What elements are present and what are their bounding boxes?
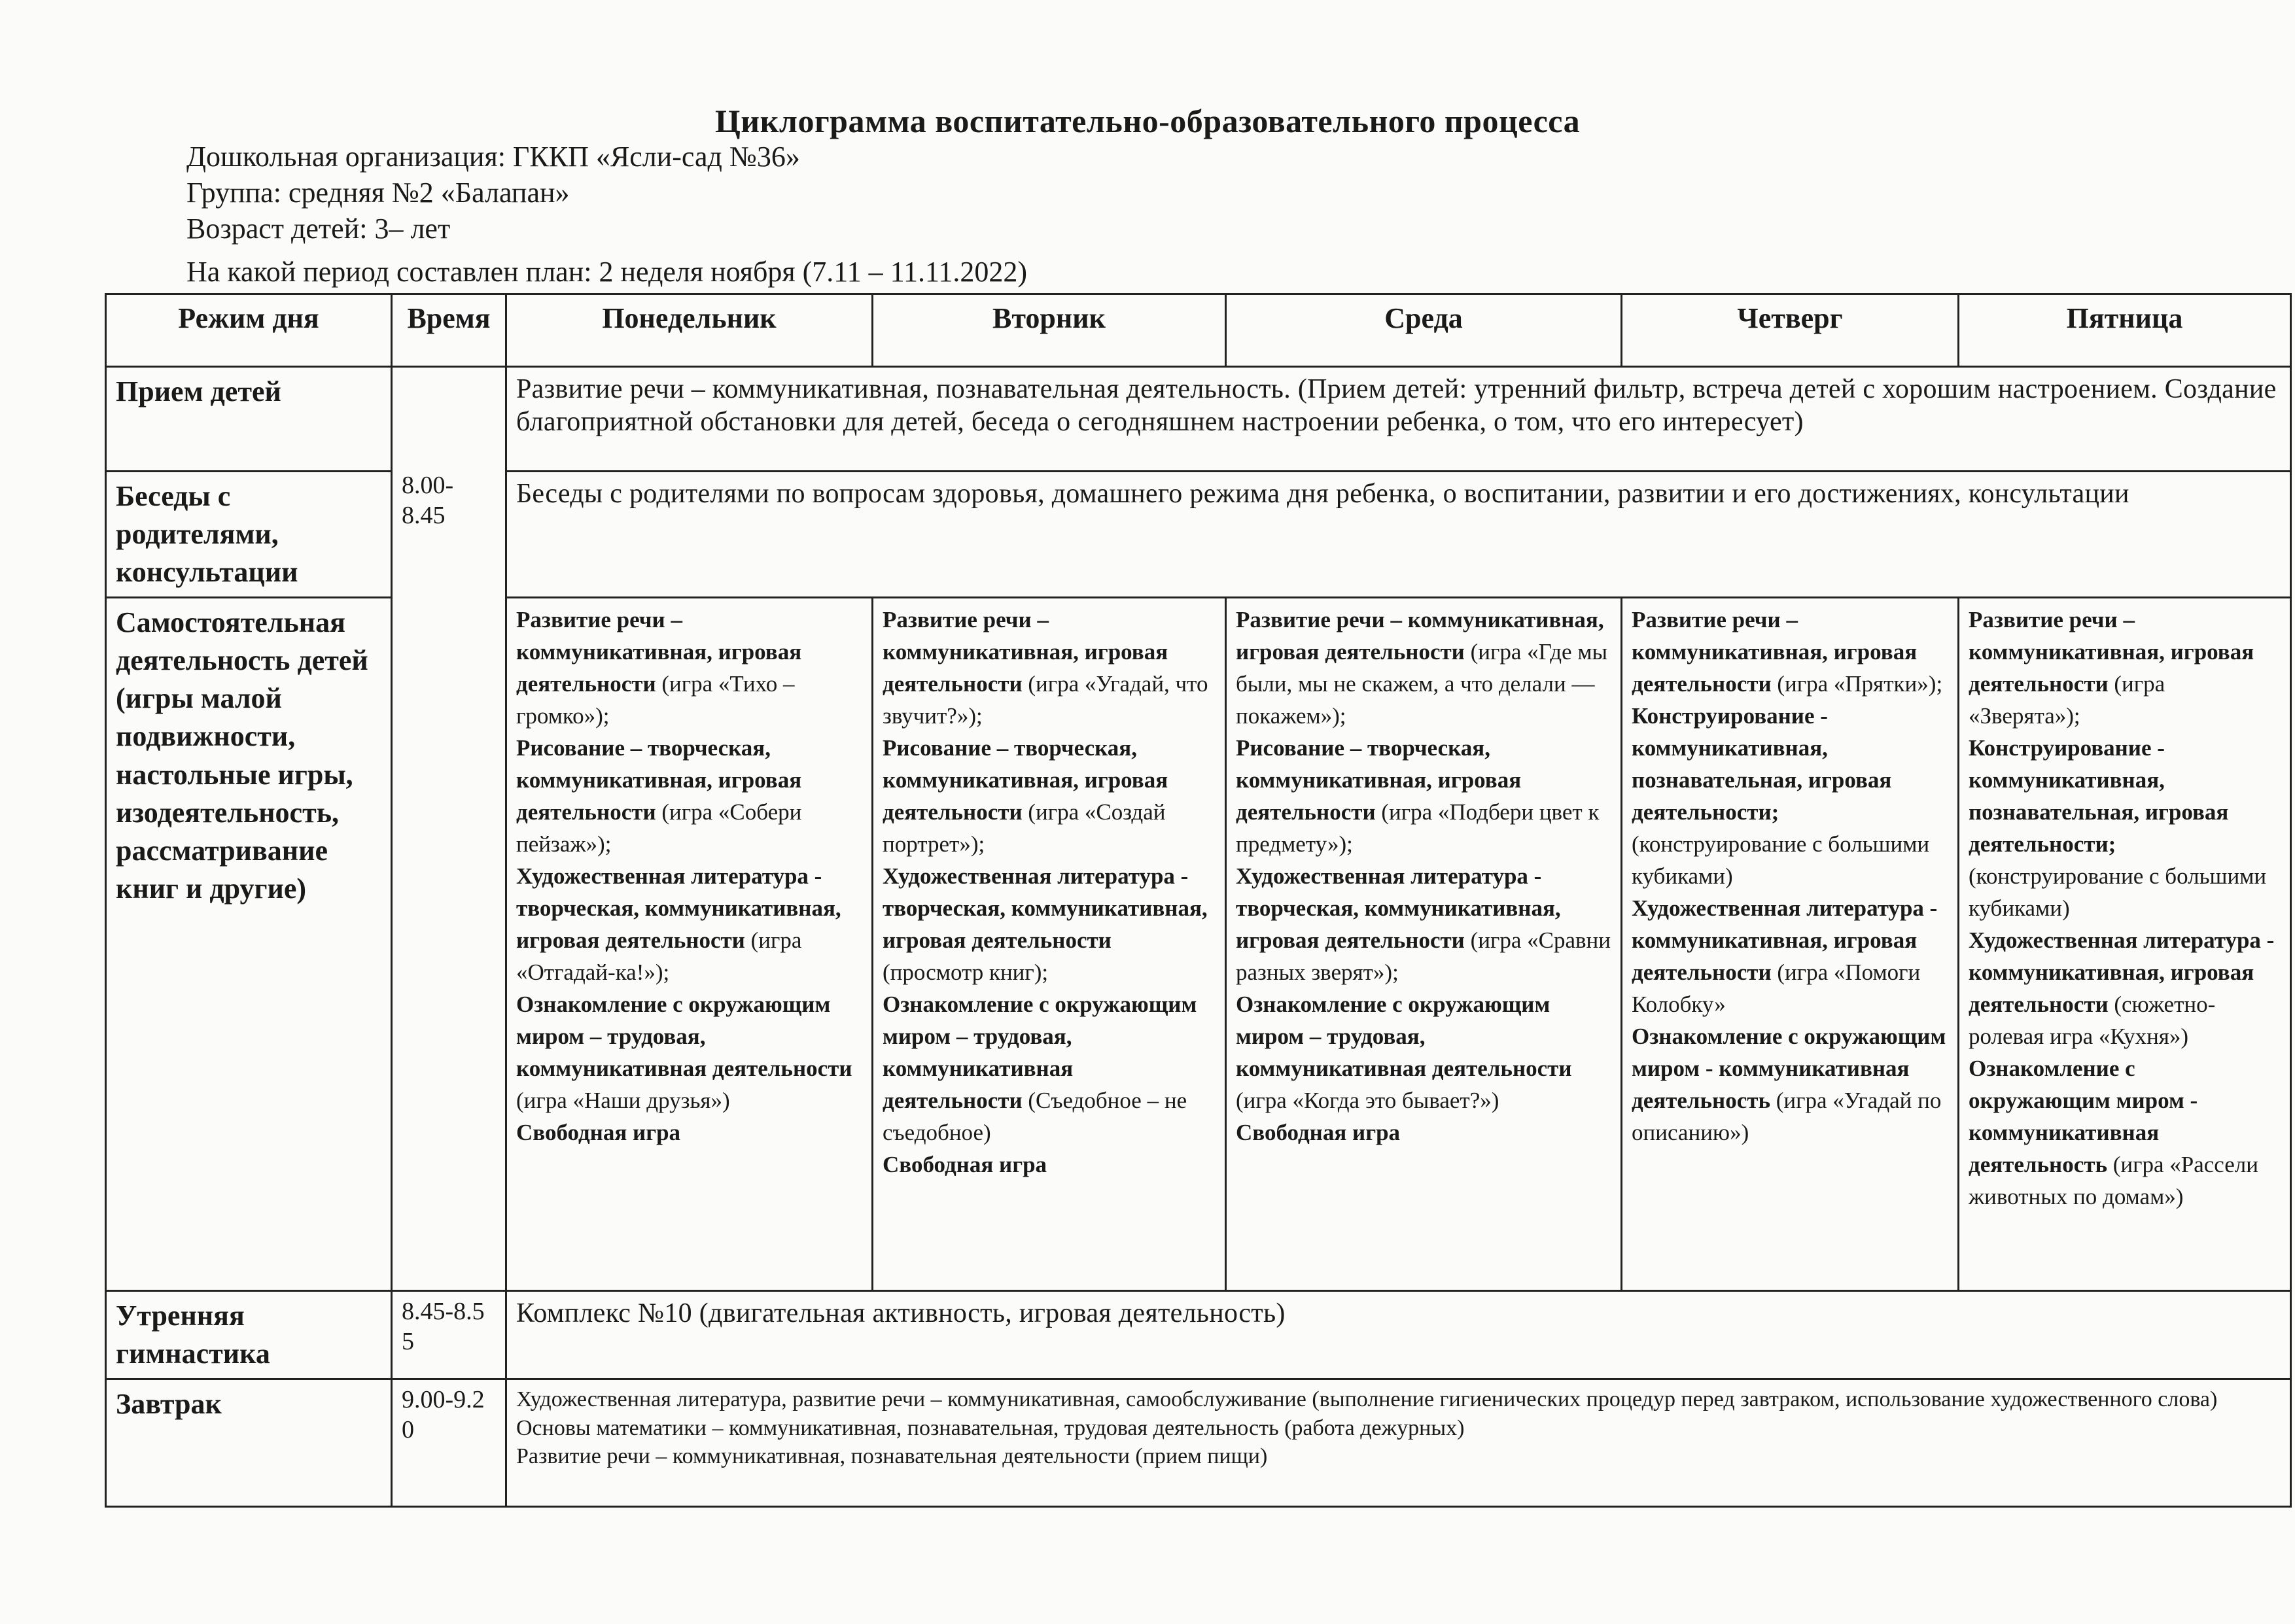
thursday-activity: Художественная литература - коммуникативная, игровая деятельности (игра «Помоги Колобку» <box>1632 895 1938 1018</box>
column-header-wednesday: Среда <box>1226 294 1622 367</box>
breakfast-line: Художественная литература, развитие речи – коммуникативная, самообслуживание (выполнение гигиенических процедур перед завтраком, использование художественного слова) <box>516 1387 2218 1412</box>
monday-free-play: Свободная игра <box>516 1120 681 1146</box>
breakfast-line: Основы математики – коммуникативная, познавательная, трудовая деятельность (работа дежурных) <box>516 1415 1465 1440</box>
breakfast-line: Развитие речи – коммуникативная, познавательная деятельности (прием пищи) <box>516 1444 1268 1469</box>
thursday-activity: Ознакомление с окружающим миром - коммуникативная деятельность (игра «Угадай по описанию») <box>1632 1024 1946 1146</box>
thursday-activity: Конструирование - коммуникативная, познавательная, игровая деятельности; (конструирование с большими кубиками) <box>1632 703 1930 890</box>
column-header-monday: Понедельник <box>506 294 873 367</box>
friday-activity: Ознакомление с окружающим миром - коммуникативная деятельность (игра «Рассели животных по домам») <box>1969 1056 2258 1210</box>
breakfast-cell <box>506 1379 2291 1507</box>
tuesday-free-play: Свободная игра <box>883 1152 1047 1178</box>
tuesday-activity: Развитие речи – коммуникативная, игровая деятельности (игра «Угадай, что звучит?»); <box>883 607 1208 729</box>
friday-activity: Конструирование - коммуникативная, познавательная, игровая деятельности; (конструирование с большими кубиками) <box>1969 735 2267 922</box>
tuesday-activity: Художественная литература - творческая, коммуникативная, игровая деятельности (просмотр книг); <box>883 863 1208 986</box>
column-header-thursday: Четверг <box>1622 294 1959 367</box>
organization-line: Дошкольная организация: ГККП «Ясли-сад №36» <box>186 141 800 173</box>
wednesday-activity: Рисование – творческая, коммуникативная, игровая деятельности (игра «Подбери цвет к предмету»); <box>1236 735 1600 857</box>
time-gymnastics: 8.45-8.55 <box>392 1291 506 1379</box>
wednesday-cell <box>1226 598 1622 1291</box>
time-breakfast: 9.00-9.20 <box>392 1379 506 1507</box>
row-label-gymnastics: Утренняя гимнастика <box>106 1291 392 1379</box>
friday-cell <box>1959 598 2291 1291</box>
friday-activity: Развитие речи – коммуникативная, игровая деятельности (игра «Зверята»); <box>1969 607 2254 729</box>
row-label-independent: Самостоятельная деятельность детей (игры малой подвижности, настольные игры, изодеятельность, рассматривание книг и другие) <box>106 598 392 1291</box>
column-header-friday: Пятница <box>1959 294 2291 367</box>
document-title: Циклограмма воспитательно-образовательного процесса <box>714 103 1581 139</box>
friday-activity: Художественная литература - коммуникативная, игровая деятельности (сюжетно-ролевая игра «Кухня») <box>1969 927 2275 1050</box>
tuesday-activity: Ознакомление с окружающим миром – трудовая, коммуникативная деятельности (Съедобное – не съедобное) <box>883 992 1197 1146</box>
row-gymnastics <box>106 1291 2291 1379</box>
tuesday-cell <box>873 598 1226 1291</box>
row-label-parents: Беседы с родителями, консультации <box>106 472 392 598</box>
column-header-tuesday: Вторник <box>873 294 1226 367</box>
group-line: Группа: средняя №2 «Балапан» <box>186 177 570 209</box>
header-row <box>106 294 2291 367</box>
column-header-time: Время <box>392 294 506 367</box>
period-line: На какой период составлен план: 2 неделя ноября (7.11 – 11.11.2022) <box>186 256 1028 288</box>
row-label-reception: Прием детей <box>106 367 392 472</box>
thursday-cell <box>1622 598 1959 1291</box>
gymnastics-text: Комплекс №10 (двигательная активность, игровая деятельность) <box>506 1291 2291 1379</box>
age-line: Возраст детей: 3– лет <box>186 213 451 245</box>
time-parents: 8.00-8.45 <box>402 472 454 529</box>
wednesday-activity: Развитие речи – коммуникативная, игровая деятельности (игра «Где мы были, мы не скажем, а что делали — покажем»); <box>1236 607 1607 729</box>
wednesday-free-play: Свободная игра <box>1236 1120 1401 1146</box>
column-header-mode: Режим дня <box>106 294 392 367</box>
row-breakfast <box>106 1379 2291 1507</box>
monday-cell <box>506 598 873 1291</box>
schedule-table <box>105 293 2292 1508</box>
tuesday-activity: Рисование – творческая, коммуникативная, игровая деятельности (игра «Создай портрет»); <box>883 735 1168 857</box>
row-label-breakfast: Завтрак <box>106 1379 392 1507</box>
monday-activity: Развитие речи – коммуникативная, игровая деятельности (игра «Тихо – громко»); <box>516 607 802 729</box>
parents-text: Беседы с родителями по вопросам здоровья, домашнего режима дня ребенка, о воспитании, развитии и его достижениях, консультации <box>506 472 2291 598</box>
monday-activity: Рисование – творческая, коммуникативная, игровая деятельности (игра «Собери пейзаж»); <box>516 735 802 857</box>
thursday-activity: Развитие речи – коммуникативная, игровая деятельности (игра «Прятки»); <box>1632 607 1943 697</box>
wednesday-activity: Ознакомление с окружающим миром – трудовая, коммуникативная деятельности (игра «Когда это бывает?») <box>1236 992 1572 1114</box>
reception-text: Развитие речи – коммуникативная, познавательная деятельность. (Прием детей: утренний фильтр, встреча детей с хорошим настроением. Создание благоприятной обстановки для детей, беседа о сегодняшнем настроении ребенка, о том, что его интересует) <box>506 367 2291 472</box>
time-cell-parents <box>392 367 506 1291</box>
row-reception <box>106 367 2291 472</box>
wednesday-activity: Художественная литература - творческая, коммуникативная, игровая деятельности (игра «Сравни разных зверят»); <box>1236 863 1611 986</box>
monday-activity: Художественная литература - творческая, коммуникативная, игровая деятельности (игра «Отгадай-ка!»); <box>516 863 841 986</box>
monday-activity: Ознакомление с окружающим миром – трудовая, коммуникативная деятельности (игра «Наши друзья») <box>516 992 852 1114</box>
